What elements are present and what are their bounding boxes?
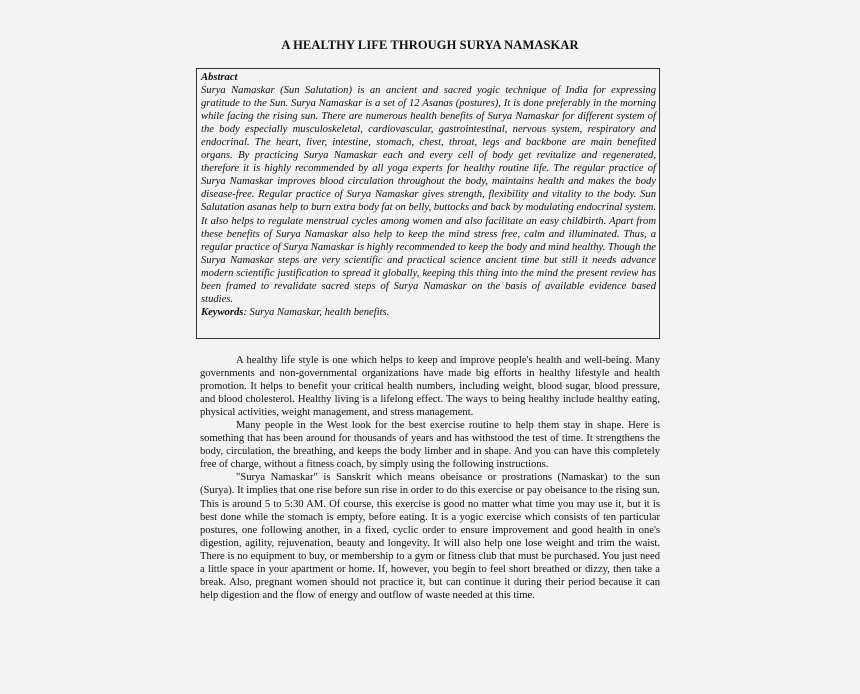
- keywords-label: Keywords: [201, 306, 244, 318]
- abstract-box: [196, 68, 660, 339]
- paper-title: A HEALTHY LIFE THROUGH SURYA NAMASKAR: [281, 38, 579, 52]
- body-text: [200, 354, 660, 602]
- body-paragraph-2: Many people in the West look for the best exercise routine to help them stay in shape. Here is something that has been around for thousands of years and has withstood the test of time. It strengthens the body, circulation, the breathing, and keeps the body limber and in shape. And you can have this completely free of charge, without a fitness coach, by simply using the following instructions.: [200, 420, 660, 471]
- keywords-text: : Surya Namaskar, health benefits.: [243, 306, 390, 318]
- abstract-heading: Abstract: [201, 72, 238, 83]
- abstract-text: Surya Namaskar (Sun Salutation) is an ancient and sacred yogic technique of India for expressing gratitude to the Sun. Surya Namaskar is a set of 12 Asanas (postures), It is done preferably in the morning while facing the rising sun. There are numerous health benefits of Surya Namaskar for different system of the body especially musculoskeletal, cardiovascular, gastrointestinal, nervous system, respiratory and endocrinal. The heart, liver, intestine, stomach, chest, throat, legs and backbone are main benefited organs. By practicing Surya Namaskar each and every cell of body get revitalize and regenerated, therefore it is highly recommended by all yoga experts for healthy routine life. The regular practice of Surya Namaskar improves blood circulation throughout the body, maintains health and makes the body disease-free. Regular practice of Surya Namaskar gives strength, flexibility and vitality to the body. Sun Salutation asanas help to burn extra body fat on belly, buttocks and back by modulating endocrinal system. It also helps to regulate menstrual cycles among women and also facilitate an easy childbirth. Apart from these benefits of Surya Namaskar also help to keep the mind stress free, calm and illuminated. Thus, a regular practice of Surya Namaskar is highly recommended to keep the body and mind healthy. Though the Surya Namaskar steps are very scientific and practical science ancient time but still it needs advance modern scientific justification to spread it globally, keeping this thing into the mind the present review has been framed to revalidate sacred steps of Surya Namaskar on the basis of available evidence based studies.: [201, 85, 656, 305]
- body-paragraph-1: A healthy life style is one which helps to keep and improve people's health and well-being. Many governments and non-governmental organizations have made big efforts in healthy lifestyle and health promotion. It helps to benefit your critical health numbers, including weight, blood sugar, blood pressure, and blood cholesterol. Healthy living is a lifelong effect. The ways to being healthy include healthy eating, physical activities, weight management, and stress management.: [200, 355, 660, 419]
- keywords-line: [201, 306, 656, 319]
- body-paragraph-3: "Surya Namaskar" is Sanskrit which means obeisance or prostrations (Namaskar) to the sun (Surya). It implies that one rise before sun rise in order to do this exercise or pay obeisance to the rising sun. This is around 5 to 5:30 AM. Of course, this exercise is good no matter what time you may use it, but it is best done while the stomach is empty, before eating. It is a yogic exercise which consists of ten particular postures, one following another, in a fixed, cyclic order to ensure improvement and good health in one's digestion, agility, rejuvenation, beauty and longevity. It will also help one lose weight and trim the waist. There is no equipment to buy, or membership to a gym or fitness club that must be purchased. You just need a little space in your apartment or home. If, however, you begin to feel short breathed or dizzy, then take a break. Also, pregnant women should not practice it, but can continue it during their period because it can help digestion and the flow of energy and outflow of waste needed at this time.: [200, 472, 660, 601]
